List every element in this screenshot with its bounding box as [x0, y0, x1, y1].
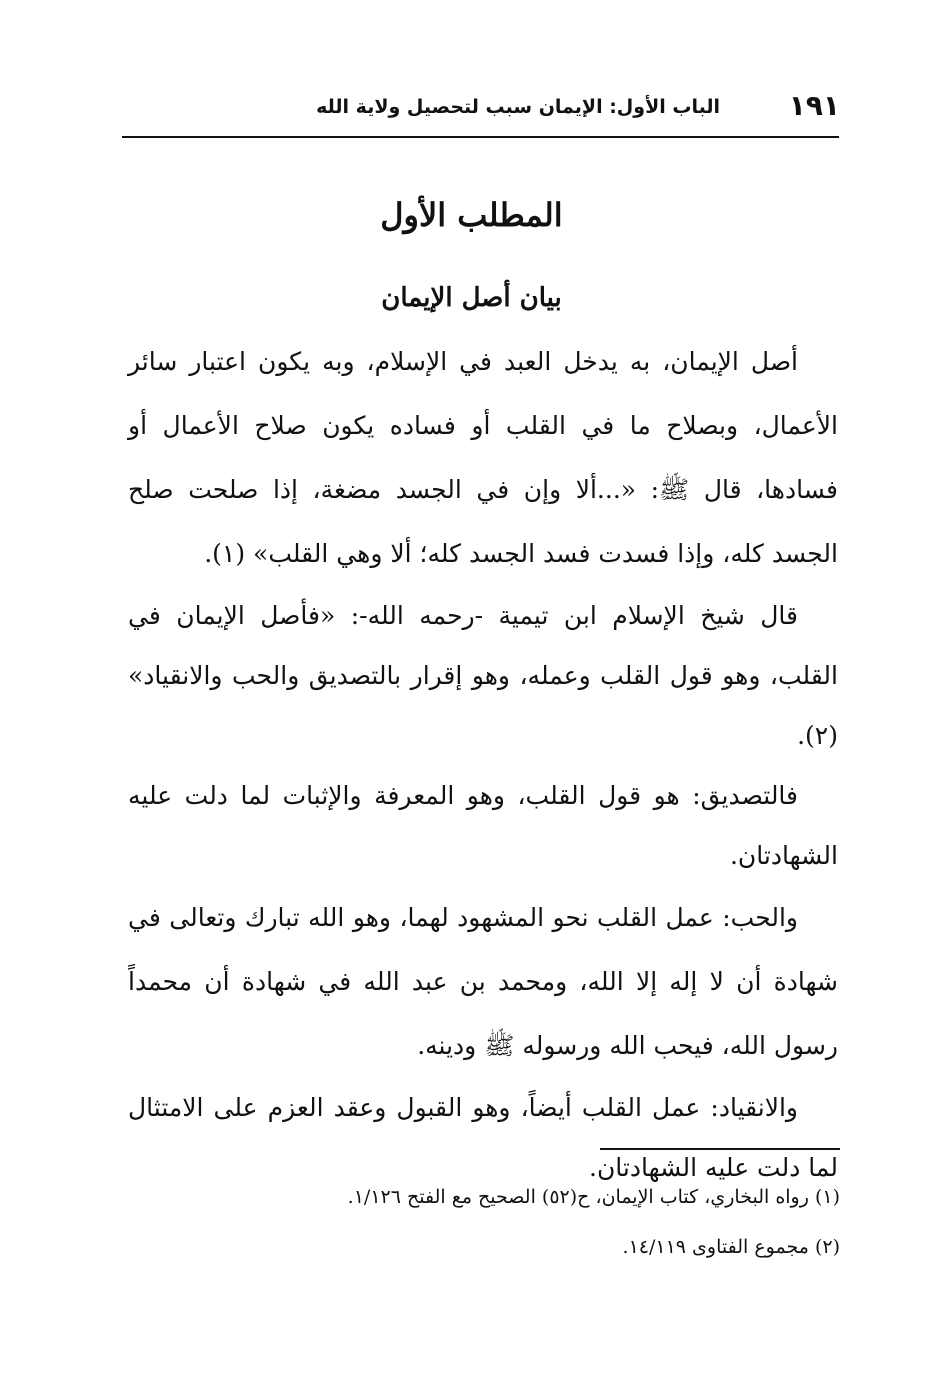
paragraph-affirmation: فالتصديق: هو قول القلب، وهو المعرفة والإثبات لما دلت عليه الشهادتان.	[128, 781, 838, 870]
body-text	[128, 330, 838, 1198]
page-number: ١٩١	[788, 89, 840, 122]
footnotes	[200, 1172, 840, 1272]
paragraph-love: والحب: عمل القلب نحو المشهود لهما، وهو الله تبارك وتعالى في شهادة أن لا إله إلا الله، ومحمد بن عبد الله في شهادة أن محمداً رسول الله، فيحب الله ورسوله ﷺ ودينه.	[128, 903, 838, 1060]
footnote-rule	[600, 1148, 840, 1150]
footnote-2: (٢) مجموع الفتاوى ١٤/١١٩.	[622, 1236, 840, 1258]
paragraph-ibn-taymiyyah-quote: قال شيخ الإسلام ابن تيمية -رحمه الله-: «فأصل الإيمان في القلب، وهو قول القلب وعمله، وهو إقرار بالتصديق والحب والانقياد» (٢).	[128, 601, 838, 750]
header-rule	[122, 136, 839, 138]
section-subtitle: بيان أصل الإيمان	[381, 283, 562, 313]
section-title: المطلب الأول	[380, 196, 563, 234]
chapter-title: الباب الأول: الإيمان سبب لتحصيل ولاية الله	[316, 96, 720, 118]
running-header	[120, 88, 840, 132]
paragraph-submission: والانقياد: عمل القلب أيضاً، وهو القبول وعقد العزم على الامتثال لما دلت عليه الشهادتان.	[128, 1093, 838, 1182]
footnote-1: (١) رواه البخاري، كتاب الإيمان، ح(٥٢) الصحيح مع الفتح ١/١٢٦.	[347, 1186, 840, 1208]
paragraph-origin-of-faith: أصل الإيمان، به يدخل العبد في الإسلام، وبه يكون اعتبار سائر الأعمال، وبصلاح ما في القلب أو فساده يكون صلاح الأعمال أو فسادها، قال ﷺ: «...ألا وإن في الجسد مضغة، إذا صلحت صلح الجسد كله، وإذا فسدت فسد الجسد كله؛ ألا وهي القلب» (١).	[128, 347, 838, 568]
